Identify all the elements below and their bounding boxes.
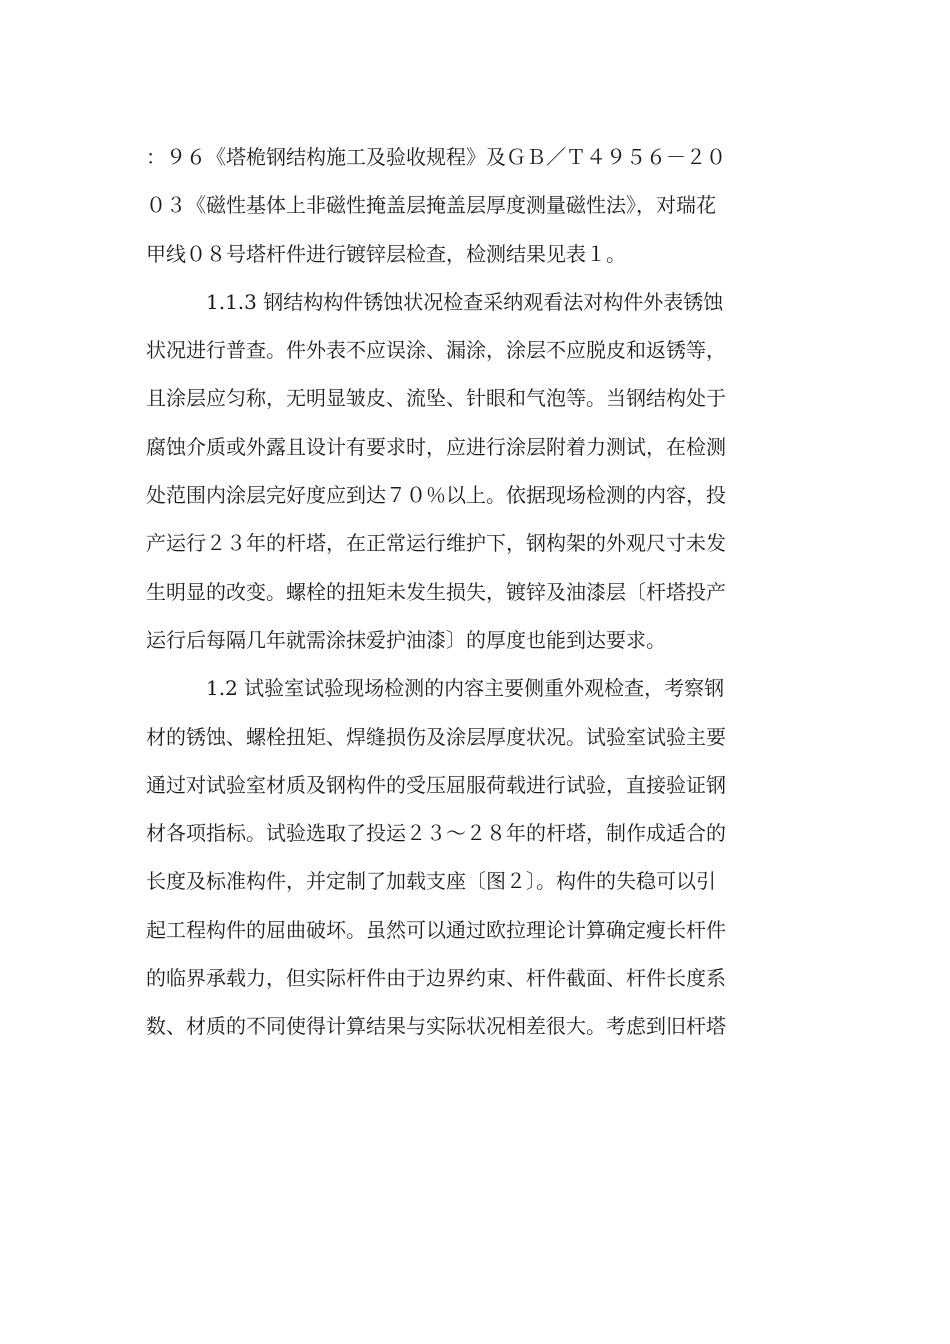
text-line: 的临界承载力，但实际杆件由于边界约束、杆件截面、杆件长度系 (146, 966, 726, 991)
text-line: 材各项指标。试验选取了投运２３～２８年的杆塔，制作成适合的 (146, 821, 726, 846)
text-line: 1.1.3 钢结构构件锈蚀状况检查采纳观看法对构件外表锈蚀 (146, 289, 724, 314)
text-line: 运行后每隔几年就需涂抹爱护油漆〕的厚度也能到达要求。 (146, 627, 666, 652)
text-line: 甲线０８号塔杆件进行镀锌层检查，检测结果见表１。 (146, 241, 626, 266)
text-line: 通过对试验室材质及钢构件的受压屈服荷载进行试验，直接验证钢 (146, 772, 726, 797)
text-line: 且涂层应匀称，无明显皱皮、流坠、针眼和气泡等。当钢结构处于 (146, 386, 726, 411)
text-line: 材的锈蚀、螺栓扭矩、焊缝损伤及涂层厚度状况。试验室试验主要 (146, 724, 726, 749)
text-line: ：９６《塔桅钢结构施工及验收规程》及ＧＢ／Ｔ４９５６－２０ (146, 145, 726, 169)
text-line: 数、材质的不同使得计算结果与实际状况相差很大。考虑到旧杆塔 (146, 1014, 726, 1039)
text-line: 腐蚀介质或外露且设计有要求时，应进行涂层附着力测试，在检测 (146, 434, 726, 459)
text-line: 状况进行普查。件外表不应误涂、漏涂，涂层不应脱皮和返锈等， (146, 338, 726, 363)
text-line: ０３《磁性基体上非磁性掩盖层掩盖层厚度测量磁性法》，对瑞花 (146, 193, 716, 218)
text-line: 起工程构件的屈曲破坏。虽然可以通过欧拉理论计算确定瘦长杆件 (146, 917, 726, 942)
text-line: 产运行２３年的杆塔，在正常运行维护下，钢构架的外观尺寸未发 (146, 531, 726, 556)
text-line: 1.2 试验室试验现场检测的内容主要侧重外观检查，考察钢 (146, 676, 725, 701)
body-text (146, 133, 806, 1051)
text-line: 处范围内涂层完好度应到达７０％以上。依据现场检测的内容，投 (146, 483, 726, 508)
text-line: 生明显的改变。螺栓的扭矩未发生损失，镀锌及油漆层〔杆塔投产 (146, 579, 726, 604)
text-line: 长度及标准构件，并定制了加载支座〔图２〕。构件的失稳可以引 (146, 869, 716, 894)
